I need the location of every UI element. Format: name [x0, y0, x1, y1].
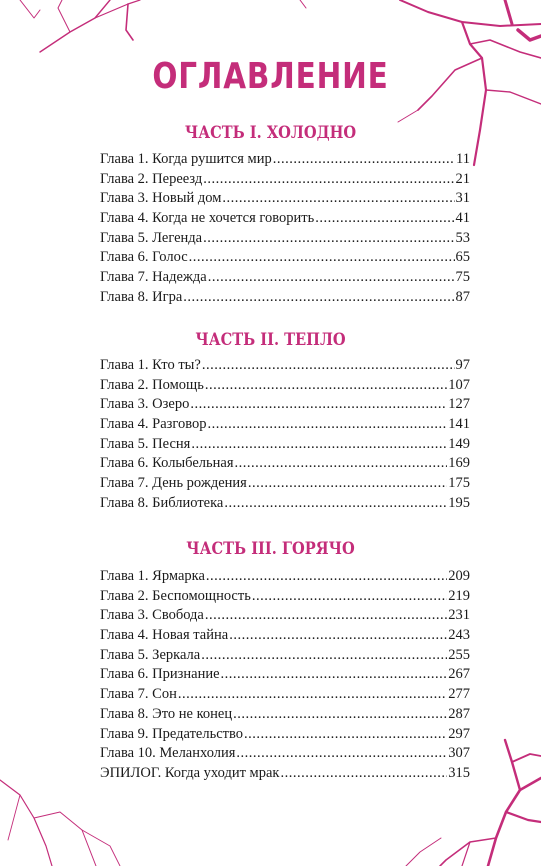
page-number: 267	[448, 666, 470, 683]
dot-leader	[189, 248, 455, 268]
toc-entry[interactable]	[100, 764, 470, 784]
dot-leader	[191, 435, 447, 455]
dot-leader	[221, 665, 448, 685]
toc-entry[interactable]	[100, 376, 470, 396]
dot-leader	[233, 705, 447, 725]
page-number: 53	[455, 229, 470, 246]
chapter-title: Глава 1. Кто ты?	[100, 357, 201, 373]
dot-leader	[235, 454, 448, 474]
page-number: 31	[455, 190, 470, 207]
page-number: 307	[448, 745, 470, 762]
toc-entry[interactable]	[100, 415, 470, 435]
dot-leader	[205, 376, 447, 396]
dot-leader	[203, 229, 454, 249]
chapter-title: Глава 7. Сон	[100, 686, 177, 703]
part-title: ЧАСТЬ III. ГОРЯЧО	[186, 539, 355, 559]
chapter-title: Глава 7. День рождения	[100, 475, 247, 492]
toc-entry[interactable]	[100, 606, 470, 626]
part-1-chapter-list	[100, 150, 470, 308]
dot-leader	[208, 415, 448, 435]
page-number: 297	[448, 725, 470, 742]
toc-entry[interactable]	[100, 150, 470, 170]
chapter-title: Глава 8. Библиотека	[100, 494, 224, 511]
page-number: 315	[448, 764, 470, 781]
dot-leader	[201, 646, 447, 666]
page-number: 195	[448, 494, 470, 511]
chapter-title: Глава 6. Колыбельная	[100, 455, 234, 472]
toc-entry[interactable]	[100, 474, 470, 494]
chapter-title: Глава 3. Озеро	[100, 396, 190, 413]
toc-entry[interactable]	[100, 646, 470, 666]
page-title: ОГЛАВЛЕНИЕ	[152, 56, 389, 97]
page-number: 287	[448, 705, 470, 722]
dot-leader	[206, 567, 447, 587]
page-number: 209	[448, 568, 470, 584]
dot-leader	[178, 685, 447, 705]
chapter-title: Глава 10. Меланхолия	[100, 745, 236, 762]
chapter-title: ЭПИЛОГ. Когда уходит мрак	[100, 764, 280, 781]
dot-leader	[222, 189, 454, 209]
chapter-title: Глава 2. Беспомощность	[100, 587, 251, 604]
chapter-title: Глава 4. Когда не хочется говорить	[100, 210, 315, 227]
toc-entry[interactable]	[100, 705, 470, 725]
chapter-title: Глава 2. Переезд	[100, 170, 203, 187]
dot-leader	[315, 209, 454, 229]
toc-entry[interactable]	[100, 189, 470, 209]
toc-entry[interactable]	[100, 395, 470, 415]
page-number: 21	[455, 170, 470, 187]
toc-entry[interactable]	[100, 626, 470, 646]
page-number: 41	[455, 210, 470, 227]
part-title: ЧАСТЬ I. ХОЛОДНО	[184, 123, 357, 143]
chapter-title: Глава 1. Когда рушится мир	[100, 151, 272, 167]
chapter-title: Глава 5. Песня	[100, 435, 191, 452]
chapter-title: Глава 7. Надежда	[100, 269, 207, 286]
dot-leader	[244, 725, 447, 745]
chapter-title: Глава 8. Это не конец	[100, 705, 233, 722]
part-3-chapter-list	[100, 567, 470, 784]
page-number: 169	[448, 455, 470, 472]
dot-leader	[202, 356, 455, 376]
page-number: 141	[448, 416, 470, 433]
page-number: 97	[455, 357, 470, 373]
chapter-title: Глава 5. Легенда	[100, 229, 203, 246]
toc-entry[interactable]	[100, 435, 470, 455]
toc-entry[interactable]	[100, 665, 470, 685]
dot-leader	[280, 764, 447, 784]
part-title: ЧАСТЬ II. ТЕПЛО	[195, 330, 346, 350]
chapter-title: Глава 4. Новая тайна	[100, 627, 229, 644]
page-number: 255	[448, 646, 470, 663]
dot-leader	[248, 474, 447, 494]
toc-entry[interactable]	[100, 229, 470, 249]
toc-entry[interactable]	[100, 567, 470, 587]
page-number: 65	[455, 249, 470, 266]
chapter-title: Глава 6. Голос	[100, 249, 188, 266]
toc-entry[interactable]	[100, 288, 470, 308]
chapter-title: Глава 5. Зеркала	[100, 646, 201, 663]
chapter-title: Глава 8. Игра	[100, 288, 183, 305]
toc-entry[interactable]	[100, 685, 470, 705]
page-number: 87	[455, 288, 470, 305]
toc-entry[interactable]	[100, 209, 470, 229]
toc-entry[interactable]	[100, 170, 470, 190]
chapter-title: Глава 1. Ярмарка	[100, 568, 205, 584]
chapter-title: Глава 2. Помощь	[100, 376, 204, 393]
page-number: 11	[456, 151, 470, 167]
chapter-title: Глава 3. Свобода	[100, 607, 204, 624]
dot-leader	[224, 494, 447, 514]
page-number: 277	[448, 686, 470, 703]
page-number: 107	[448, 376, 470, 393]
page-number: 243	[448, 627, 470, 644]
page-number: 149	[448, 435, 470, 452]
dot-leader	[190, 395, 447, 415]
toc-entry[interactable]	[100, 268, 470, 288]
chapter-title: Глава 9. Предательство	[100, 725, 243, 742]
dot-leader	[229, 626, 447, 646]
chapter-title: Глава 4. Разговор	[100, 416, 207, 433]
page-number: 231	[448, 607, 470, 624]
dot-leader	[208, 268, 455, 288]
toc-entry[interactable]	[100, 744, 470, 764]
toc-entry[interactable]	[100, 454, 470, 474]
toc-entry[interactable]	[100, 725, 470, 745]
dot-leader	[236, 744, 447, 764]
toc-entry[interactable]	[100, 494, 470, 514]
toc-entry[interactable]	[100, 356, 470, 376]
dot-leader	[205, 606, 447, 626]
dot-leader	[252, 587, 447, 607]
part-2-chapter-list	[100, 356, 470, 514]
dot-leader	[203, 170, 454, 190]
dot-leader	[183, 288, 454, 308]
page-number: 127	[448, 396, 470, 413]
toc-entry[interactable]	[100, 587, 470, 607]
page-number: 175	[448, 475, 470, 492]
dot-leader	[273, 150, 455, 170]
chapter-title: Глава 6. Признание	[100, 666, 220, 683]
page-number: 75	[455, 269, 470, 286]
page-number: 219	[448, 587, 470, 604]
toc-entry[interactable]	[100, 248, 470, 268]
chapter-title: Глава 3. Новый дом	[100, 190, 222, 207]
